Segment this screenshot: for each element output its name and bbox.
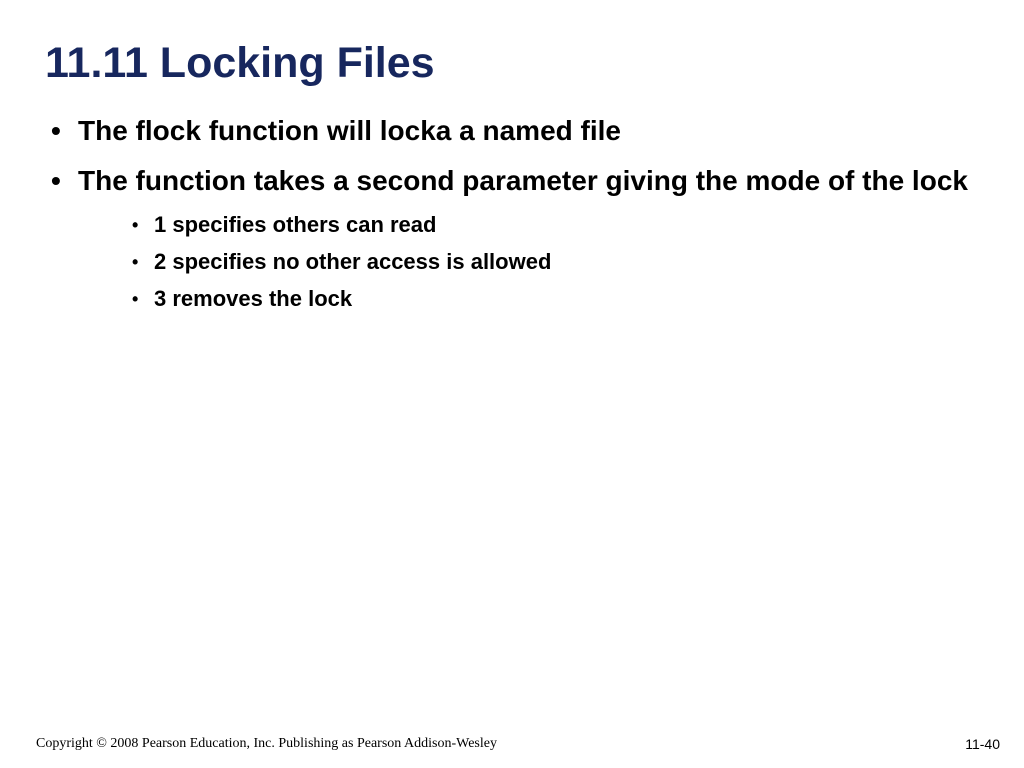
bullet-marker: • (51, 115, 61, 146)
bullet-text: The flock function will locka a named file (78, 115, 621, 146)
sub-bullet-text: 1 specifies others can read (154, 212, 437, 237)
bullet-text: The function takes a second parameter giving the mode of the lock (78, 165, 968, 196)
sub-bullet-list (78, 211, 995, 313)
bullet-item (45, 163, 995, 313)
sub-bullet-item (130, 211, 995, 239)
sub-bullet-text: 2 specifies no other access is allowed (154, 249, 552, 274)
bullet-marker: • (51, 165, 61, 196)
sub-bullet-marker: • (132, 215, 139, 235)
footer-page-number: 11-40 (965, 736, 1000, 752)
sub-bullet-item (130, 248, 995, 276)
slide-title: 11.11 Locking Files (45, 39, 435, 87)
sub-bullet-marker: • (132, 289, 139, 309)
footer-copyright: Copyright © 2008 Pearson Education, Inc. Publishing as Pearson Addison-Wesley (36, 736, 497, 751)
sub-bullet-marker: • (132, 252, 139, 272)
sub-bullet-item (130, 285, 995, 313)
sub-bullet-text: 3 removes the lock (154, 286, 353, 311)
bullet-item (45, 113, 995, 149)
bullet-list (45, 113, 995, 327)
